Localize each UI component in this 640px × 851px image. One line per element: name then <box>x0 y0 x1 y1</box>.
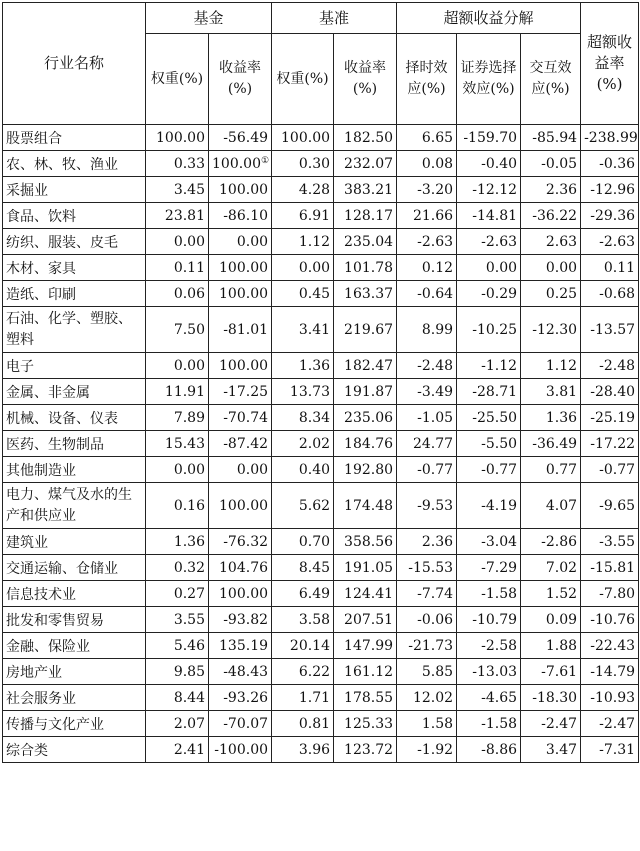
fund-return-cell: -86.10 <box>209 203 272 229</box>
interaction-effect-cell: 2.36 <box>521 177 581 203</box>
fund-weight-cell: 0.33 <box>146 151 209 177</box>
benchmark-weight-cell: 0.45 <box>272 281 334 307</box>
fund-return-cell: -70.74 <box>209 405 272 431</box>
selection-effect-cell: -159.70 <box>457 125 521 151</box>
fund-weight-cell: 3.45 <box>146 177 209 203</box>
interaction-effect-cell: 1.36 <box>521 405 581 431</box>
industry-name-cell: 社会服务业 <box>3 685 146 711</box>
table-row <box>3 633 639 659</box>
table-row <box>3 203 639 229</box>
industry-name-cell: 其他制造业 <box>3 457 146 483</box>
benchmark-return-cell: 232.07 <box>334 151 397 177</box>
fund-return-cell: -87.42 <box>209 431 272 457</box>
selection-effect-cell: 0.00 <box>457 255 521 281</box>
column-header-fund-return: 收益率(%) <box>209 34 272 125</box>
industry-name-cell: 电力、煤气及水的生产和供应业 <box>3 483 146 529</box>
selection-effect-cell: -4.19 <box>457 483 521 529</box>
selection-effect-cell: -1.58 <box>457 581 521 607</box>
timing-effect-cell: 0.08 <box>397 151 457 177</box>
benchmark-weight-cell: 1.36 <box>272 353 334 379</box>
fund-weight-cell: 7.50 <box>146 307 209 353</box>
benchmark-weight-cell: 6.91 <box>272 203 334 229</box>
interaction-effect-cell: -36.49 <box>521 431 581 457</box>
selection-effect-cell: -25.50 <box>457 405 521 431</box>
timing-effect-cell: -2.63 <box>397 229 457 255</box>
column-header-name: 行业名称 <box>3 3 146 125</box>
fund-return-cell: 100.00 <box>209 177 272 203</box>
benchmark-return-cell: 235.06 <box>334 405 397 431</box>
excess-return-cell: -17.22 <box>581 431 639 457</box>
fund-weight-cell: 3.55 <box>146 607 209 633</box>
selection-effect-cell: -7.29 <box>457 555 521 581</box>
benchmark-return-cell: 124.41 <box>334 581 397 607</box>
benchmark-return-cell: 147.99 <box>334 633 397 659</box>
benchmark-return-cell: 178.55 <box>334 685 397 711</box>
timing-effect-cell: 21.66 <box>397 203 457 229</box>
interaction-effect-cell: 3.47 <box>521 737 581 763</box>
fund-weight-cell: 0.00 <box>146 457 209 483</box>
excess-return-cell: -9.65 <box>581 483 639 529</box>
benchmark-return-cell: 358.56 <box>334 529 397 555</box>
fund-weight-cell: 5.46 <box>146 633 209 659</box>
timing-effect-cell: -21.73 <box>397 633 457 659</box>
selection-effect-cell: -14.81 <box>457 203 521 229</box>
table-row <box>3 151 639 177</box>
footnote-marker: ① <box>261 155 270 166</box>
interaction-effect-cell: -2.86 <box>521 529 581 555</box>
value-text: 100.00 <box>212 155 261 172</box>
interaction-effect-cell: 0.09 <box>521 607 581 633</box>
excess-return-cell: -25.19 <box>581 405 639 431</box>
fund-weight-cell: 0.11 <box>146 255 209 281</box>
excess-return-cell: -12.96 <box>581 177 639 203</box>
benchmark-return-cell: 191.05 <box>334 555 397 581</box>
benchmark-weight-cell: 1.12 <box>272 229 334 255</box>
fund-weight-cell: 100.00 <box>146 125 209 151</box>
excess-return-cell: -28.40 <box>581 379 639 405</box>
excess-return-cell: -14.79 <box>581 659 639 685</box>
timing-effect-cell: -9.53 <box>397 483 457 529</box>
benchmark-return-cell: 123.72 <box>334 737 397 763</box>
selection-effect-cell: -2.58 <box>457 633 521 659</box>
industry-name-cell: 食品、饮料 <box>3 203 146 229</box>
industry-name-cell: 建筑业 <box>3 529 146 555</box>
fund-return-cell: 0.00 <box>209 457 272 483</box>
column-header-fund-weight: 权重(%) <box>146 34 209 125</box>
timing-effect-cell: -0.64 <box>397 281 457 307</box>
fund-return-cell: 100.00 <box>209 353 272 379</box>
fund-return-cell: -93.26 <box>209 685 272 711</box>
interaction-effect-cell: 7.02 <box>521 555 581 581</box>
benchmark-return-cell: 161.12 <box>334 659 397 685</box>
selection-effect-cell: -8.86 <box>457 737 521 763</box>
industry-name-cell: 房地产业 <box>3 659 146 685</box>
excess-return-cell: 0.11 <box>581 255 639 281</box>
fund-weight-cell: 0.27 <box>146 581 209 607</box>
industry-name-cell: 电子 <box>3 353 146 379</box>
benchmark-return-cell: 182.47 <box>334 353 397 379</box>
fund-return-cell: -48.43 <box>209 659 272 685</box>
industry-name-cell: 石油、化学、塑胶、塑料 <box>3 307 146 353</box>
interaction-effect-cell: 4.07 <box>521 483 581 529</box>
fund-weight-cell: 9.85 <box>146 659 209 685</box>
benchmark-return-cell: 207.51 <box>334 607 397 633</box>
interaction-effect-cell: -0.05 <box>521 151 581 177</box>
benchmark-return-cell: 191.87 <box>334 379 397 405</box>
benchmark-weight-cell: 0.30 <box>272 151 334 177</box>
fund-return-cell: -93.82 <box>209 607 272 633</box>
industry-name-cell: 金融、保险业 <box>3 633 146 659</box>
table-row <box>3 711 639 737</box>
benchmark-return-cell: 235.04 <box>334 229 397 255</box>
fund-weight-cell: 2.07 <box>146 711 209 737</box>
benchmark-weight-cell: 0.40 <box>272 457 334 483</box>
benchmark-weight-cell: 8.34 <box>272 405 334 431</box>
table-row <box>3 737 639 763</box>
benchmark-weight-cell: 1.71 <box>272 685 334 711</box>
benchmark-weight-cell: 2.02 <box>272 431 334 457</box>
selection-effect-cell: -28.71 <box>457 379 521 405</box>
fund-return-cell: 104.76 <box>209 555 272 581</box>
industry-name-cell: 传播与文化产业 <box>3 711 146 737</box>
selection-effect-cell: -0.40 <box>457 151 521 177</box>
benchmark-return-cell: 192.80 <box>334 457 397 483</box>
industry-name-cell: 木材、家具 <box>3 255 146 281</box>
benchmark-weight-cell: 0.00 <box>272 255 334 281</box>
timing-effect-cell: 12.02 <box>397 685 457 711</box>
benchmark-weight-cell: 100.00 <box>272 125 334 151</box>
excess-return-cell: -238.99 <box>581 125 639 151</box>
fund-weight-cell: 0.06 <box>146 281 209 307</box>
industry-name-cell: 交通运输、仓储业 <box>3 555 146 581</box>
selection-effect-cell: -13.03 <box>457 659 521 685</box>
selection-effect-cell: -12.12 <box>457 177 521 203</box>
table-row <box>3 281 639 307</box>
benchmark-weight-cell: 20.14 <box>272 633 334 659</box>
excess-return-cell: -29.36 <box>581 203 639 229</box>
timing-effect-cell: 1.58 <box>397 711 457 737</box>
fund-return-cell: 100.00 <box>209 281 272 307</box>
selection-effect-cell: -0.77 <box>457 457 521 483</box>
table-row <box>3 125 639 151</box>
table-row <box>3 659 639 685</box>
timing-effect-cell: -1.92 <box>397 737 457 763</box>
benchmark-weight-cell: 0.70 <box>272 529 334 555</box>
selection-effect-cell: -0.29 <box>457 281 521 307</box>
table-row <box>3 405 639 431</box>
fund-return-cell: 100.00 <box>209 255 272 281</box>
excess-return-cell: -3.55 <box>581 529 639 555</box>
selection-effect-cell: -5.50 <box>457 431 521 457</box>
excess-return-cell: -2.48 <box>581 353 639 379</box>
selection-effect-cell: -4.65 <box>457 685 521 711</box>
fund-weight-cell: 1.36 <box>146 529 209 555</box>
column-header-selection-effect: 证券选择效应(%) <box>457 34 521 125</box>
selection-effect-cell: -10.25 <box>457 307 521 353</box>
industry-name-cell: 机械、设备、仪表 <box>3 405 146 431</box>
industry-name-cell: 综合类 <box>3 737 146 763</box>
timing-effect-cell: -15.53 <box>397 555 457 581</box>
table-row <box>3 379 639 405</box>
excess-return-cell: -2.63 <box>581 229 639 255</box>
fund-weight-cell: 0.00 <box>146 229 209 255</box>
excess-return-cell: -0.77 <box>581 457 639 483</box>
benchmark-weight-cell: 4.28 <box>272 177 334 203</box>
fund-weight-cell: 0.32 <box>146 555 209 581</box>
timing-effect-cell: 5.85 <box>397 659 457 685</box>
benchmark-weight-cell: 5.62 <box>272 483 334 529</box>
excess-return-cell: -10.76 <box>581 607 639 633</box>
timing-effect-cell: 0.12 <box>397 255 457 281</box>
benchmark-weight-cell: 0.81 <box>272 711 334 737</box>
benchmark-weight-cell: 8.45 <box>272 555 334 581</box>
excess-return-cell: -2.47 <box>581 711 639 737</box>
table-row <box>3 607 639 633</box>
header-group-row <box>3 3 639 34</box>
fund-weight-cell: 8.44 <box>146 685 209 711</box>
fund-return-cell: -81.01 <box>209 307 272 353</box>
fund-return-cell: -56.49 <box>209 125 272 151</box>
table-row <box>3 431 639 457</box>
benchmark-return-cell: 383.21 <box>334 177 397 203</box>
timing-effect-cell: 6.65 <box>397 125 457 151</box>
table-row <box>3 555 639 581</box>
group-header-excess: 超额收益分解 <box>397 3 581 34</box>
fund-weight-cell: 23.81 <box>146 203 209 229</box>
excess-return-cell: -10.93 <box>581 685 639 711</box>
interaction-effect-cell: 1.52 <box>521 581 581 607</box>
group-header-fund: 基金 <box>146 3 272 34</box>
interaction-effect-cell: 3.81 <box>521 379 581 405</box>
benchmark-weight-cell: 3.58 <box>272 607 334 633</box>
interaction-effect-cell: 1.12 <box>521 353 581 379</box>
selection-effect-cell: -2.63 <box>457 229 521 255</box>
timing-effect-cell: -3.49 <box>397 379 457 405</box>
fund-return-cell: 135.19 <box>209 633 272 659</box>
industry-name-cell: 采掘业 <box>3 177 146 203</box>
industry-name-cell: 金属、非金属 <box>3 379 146 405</box>
table-body <box>3 125 639 763</box>
fund-weight-cell: 0.00 <box>146 353 209 379</box>
excess-return-cell: -0.68 <box>581 281 639 307</box>
fund-return-cell: -17.25 <box>209 379 272 405</box>
column-header-timing-effect: 择时效应(%) <box>397 34 457 125</box>
fund-return-cell: 100.00 <box>209 483 272 529</box>
excess-return-cell: -13.57 <box>581 307 639 353</box>
interaction-effect-cell: -12.30 <box>521 307 581 353</box>
interaction-effect-cell: -2.47 <box>521 711 581 737</box>
interaction-effect-cell: -7.61 <box>521 659 581 685</box>
excess-return-cell: -15.81 <box>581 555 639 581</box>
timing-effect-cell: 24.77 <box>397 431 457 457</box>
selection-effect-cell: -1.12 <box>457 353 521 379</box>
table-row <box>3 529 639 555</box>
timing-effect-cell: -3.20 <box>397 177 457 203</box>
table-row <box>3 229 639 255</box>
table-row <box>3 307 639 353</box>
benchmark-return-cell: 163.37 <box>334 281 397 307</box>
industry-name-cell: 农、林、牧、渔业 <box>3 151 146 177</box>
benchmark-weight-cell: 6.49 <box>272 581 334 607</box>
selection-effect-cell: -3.04 <box>457 529 521 555</box>
timing-effect-cell: -1.05 <box>397 405 457 431</box>
column-header-benchmark-weight: 权重(%) <box>272 34 334 125</box>
industry-name-cell: 批发和零售贸易 <box>3 607 146 633</box>
group-header-benchmark: 基准 <box>272 3 397 34</box>
column-header-benchmark-return: 收益率(%) <box>334 34 397 125</box>
table-row <box>3 457 639 483</box>
fund-weight-cell: 2.41 <box>146 737 209 763</box>
industry-attribution-table <box>2 2 639 763</box>
benchmark-return-cell: 125.33 <box>334 711 397 737</box>
timing-effect-cell: 8.99 <box>397 307 457 353</box>
fund-return-cell: -70.07 <box>209 711 272 737</box>
benchmark-return-cell: 101.78 <box>334 255 397 281</box>
benchmark-weight-cell: 6.22 <box>272 659 334 685</box>
fund-return-cell: 0.00 <box>209 229 272 255</box>
benchmark-return-cell: 184.76 <box>334 431 397 457</box>
fund-weight-cell: 7.89 <box>146 405 209 431</box>
benchmark-return-cell: 219.67 <box>334 307 397 353</box>
excess-return-cell: -22.43 <box>581 633 639 659</box>
industry-name-cell: 信息技术业 <box>3 581 146 607</box>
excess-return-cell: -0.36 <box>581 151 639 177</box>
industry-name-cell: 造纸、印刷 <box>3 281 146 307</box>
industry-name-cell: 纺织、服装、皮毛 <box>3 229 146 255</box>
fund-return-cell: -76.32 <box>209 529 272 555</box>
benchmark-return-cell: 174.48 <box>334 483 397 529</box>
table-row <box>3 255 639 281</box>
fund-return-cell: -100.00 <box>209 737 272 763</box>
fund-weight-cell: 15.43 <box>146 431 209 457</box>
interaction-effect-cell: 2.63 <box>521 229 581 255</box>
benchmark-weight-cell: 3.96 <box>272 737 334 763</box>
table-row <box>3 581 639 607</box>
benchmark-weight-cell: 3.41 <box>272 307 334 353</box>
benchmark-weight-cell: 13.73 <box>272 379 334 405</box>
timing-effect-cell: -2.48 <box>397 353 457 379</box>
fund-weight-cell: 11.91 <box>146 379 209 405</box>
industry-name-cell: 股票组合 <box>3 125 146 151</box>
column-header-interaction-effect: 交互效应(%) <box>521 34 581 125</box>
selection-effect-cell: -10.79 <box>457 607 521 633</box>
excess-return-cell: -7.31 <box>581 737 639 763</box>
column-header-excess-return: 超额收益率(%) <box>581 3 639 125</box>
timing-effect-cell: -7.74 <box>397 581 457 607</box>
interaction-effect-cell: -85.94 <box>521 125 581 151</box>
selection-effect-cell: -1.58 <box>457 711 521 737</box>
interaction-effect-cell: 0.77 <box>521 457 581 483</box>
excess-return-cell: -7.80 <box>581 581 639 607</box>
fund-weight-cell: 0.16 <box>146 483 209 529</box>
interaction-effect-cell: 0.00 <box>521 255 581 281</box>
benchmark-return-cell: 182.50 <box>334 125 397 151</box>
interaction-effect-cell: -18.30 <box>521 685 581 711</box>
timing-effect-cell: -0.06 <box>397 607 457 633</box>
interaction-effect-cell: 1.88 <box>521 633 581 659</box>
industry-name-cell: 医药、生物制品 <box>3 431 146 457</box>
fund-return-cell: 100.00 <box>209 581 272 607</box>
table-row <box>3 685 639 711</box>
fund-return-cell <box>209 151 272 177</box>
table-row <box>3 177 639 203</box>
timing-effect-cell: -0.77 <box>397 457 457 483</box>
table-row <box>3 353 639 379</box>
benchmark-return-cell: 128.17 <box>334 203 397 229</box>
interaction-effect-cell: -36.22 <box>521 203 581 229</box>
timing-effect-cell: 2.36 <box>397 529 457 555</box>
interaction-effect-cell: 0.25 <box>521 281 581 307</box>
table-row <box>3 483 639 529</box>
